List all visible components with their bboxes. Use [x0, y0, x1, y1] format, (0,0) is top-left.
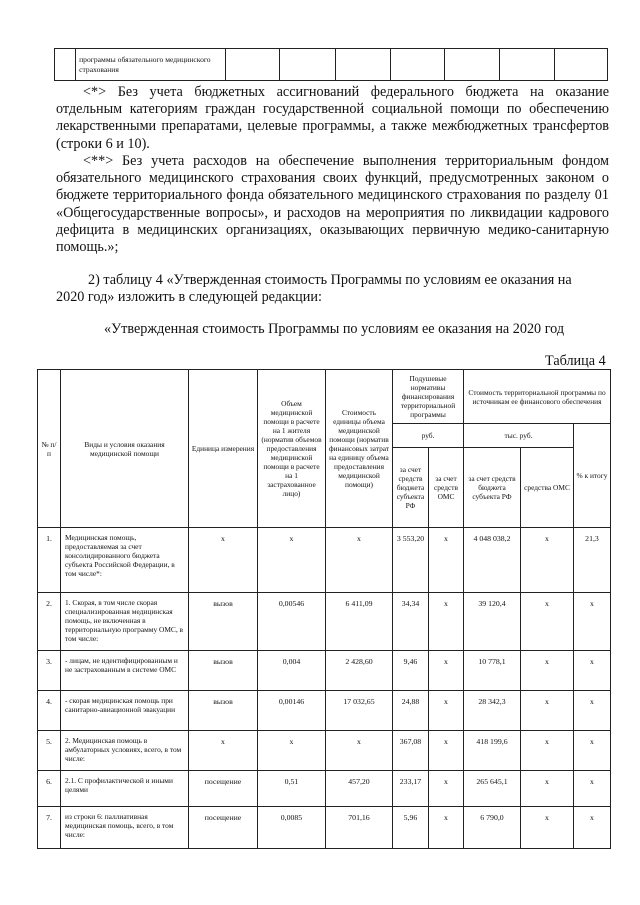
table-cell: 701,16 [326, 807, 393, 849]
table-cell: 17 032,65 [326, 691, 393, 731]
table-cell: х [429, 771, 464, 807]
table-cell: х [429, 593, 464, 651]
table-cell: х [521, 651, 574, 691]
table-cell: 4. [38, 691, 61, 731]
header-percent: % к итогу [574, 424, 611, 528]
header-budget-rf: за счет средств бюджета субъекта РФ [393, 448, 429, 528]
header-rub: руб. [393, 424, 464, 448]
table-cell: х [521, 807, 574, 849]
footnote-2: <**> Без учета расходов на обеспечение выполнения территориальным фондом обязательного медицинского страхования своих функций, предусмотренных законом о бюджете территориального фонда обязательного медицинского страхования по разделу 01 «Общегосударственные вопросы», и расходов на мероприятия по ликвидации кадрового дефицита в медицинских организациях, оказывающих первичную медико-санитарную помощь.»; [56, 153, 609, 256]
table-cell: 34,34 [393, 593, 429, 651]
table-cell: х [429, 528, 464, 593]
table-cell: - скорая медицинская помощь при санитарно-авиационной эвакуации [61, 691, 189, 731]
table-cell: х [521, 731, 574, 771]
table-cell: х [326, 731, 393, 771]
table-cell: посещение [189, 807, 258, 849]
table-cell: 5,96 [393, 807, 429, 849]
table-title: «Утвержденная стоимость Программы по условиям ее оказания на 2020 год [104, 321, 565, 337]
table-cell: 6. [38, 771, 61, 807]
header-cost: Стоимость единицы объема медицинской помощи (норматив финансовых затрат на единицу объема предоставления медицинской помощи) [326, 370, 393, 528]
table-cell: х [258, 731, 326, 771]
table-cell: х [189, 731, 258, 771]
previous-table-fragment [54, 48, 608, 81]
table-cell: 5. [38, 731, 61, 771]
table-cell: х [521, 771, 574, 807]
table-cell: 28 342,3 [464, 691, 521, 731]
table-row [55, 49, 608, 81]
table-cell: х [258, 528, 326, 593]
header-by-source: Стоимость территориальной программы по источникам ее финансового обеспечения [464, 370, 611, 424]
footnote-1: <*> Без учета бюджетных ассигнований федерального бюджета на оказание отдельным категориям граждан государственной социальной помощи по обеспечению лекарственными препаратами, целевые программы, а также межбюджетных трансфертов (строки 6 и 10). [56, 84, 609, 152]
table-cell: х [574, 593, 611, 651]
header-thousand-rub: тыс. руб. [464, 424, 574, 448]
table-cell: Медицинская помощь, предоставляемая за счет консолидированного бюджета субъекта Российской Федерации, в том числе*: [61, 528, 189, 593]
table-cell: х [574, 691, 611, 731]
table-cell: х [574, 771, 611, 807]
table-cell: 2.1. С профилактической и иными целями [61, 771, 189, 807]
table-cell: 2 428,60 [326, 651, 393, 691]
header-oms-2: средства ОМС [521, 448, 574, 528]
table-cell: 6 790,0 [464, 807, 521, 849]
table-cell: 265 645,1 [464, 771, 521, 807]
table-cell: х [521, 593, 574, 651]
table-cell: 10 778,1 [464, 651, 521, 691]
header-budget-rf-2: за счет средств бюджета субъекта РФ [464, 448, 521, 528]
header-row [38, 370, 611, 424]
table-cell: - лицам, не идентифицированным и не застрахованным в системе ОМС [61, 651, 189, 691]
table-cell: вызов [189, 593, 258, 651]
table-cell: 0,0085 [258, 807, 326, 849]
table-cell: 367,08 [393, 731, 429, 771]
table-cell: 24,88 [393, 691, 429, 731]
header-unit: Единица измерения [189, 370, 258, 528]
table-cell: 3 553,20 [393, 528, 429, 593]
header-num: № п/п [38, 370, 61, 528]
table-cell: 457,20 [326, 771, 393, 807]
table-cell: 9,46 [393, 651, 429, 691]
header-per-capita: Подушевые нормативы финансирования территориальной программы [393, 370, 464, 424]
table-cell: х [574, 651, 611, 691]
table-cell: 0,00146 [258, 691, 326, 731]
table-row [38, 807, 611, 849]
table-row [38, 651, 611, 691]
table-cell: 7. [38, 807, 61, 849]
table-cell: 0,00546 [258, 593, 326, 651]
table-row [38, 528, 611, 593]
table-cell: 233,17 [393, 771, 429, 807]
table-cell: 39 120,4 [464, 593, 521, 651]
table-cell: 2. [38, 593, 61, 651]
table-cell: из строки 6: паллиативная медицинская помощь, всего, в том числе: [61, 807, 189, 849]
table-cell: 1. [38, 528, 61, 593]
table-cell: х [429, 651, 464, 691]
table-cell: х [429, 691, 464, 731]
table-cell: вызов [189, 691, 258, 731]
table-cell: 3. [38, 651, 61, 691]
table-label: Таблица 4 [545, 353, 606, 369]
amendment-item-line2: 2020 год» изложить в следующей редакции: [56, 289, 322, 305]
table-cell: х [429, 807, 464, 849]
table-cell: х [574, 731, 611, 771]
table-cell: 1. Скорая, в том числе скорая специализированная медицинская помощь, не включенная в территориальную программу ОМС, в том числе: [61, 593, 189, 651]
table-cell: 0,51 [258, 771, 326, 807]
table-cell: 0,004 [258, 651, 326, 691]
table-cell: х [326, 528, 393, 593]
table-cell: х [521, 528, 574, 593]
header-oms: за счет средств ОМС [429, 448, 464, 528]
header-volume: Объем медицинской помощи в расчете на 1 жителя (норматив объемов предоставления медицинской помощи в расчете на 1 застрахованное лицо) [258, 370, 326, 528]
table-row [38, 731, 611, 771]
table-cell: программы обязательного медицинского страхования [76, 49, 226, 81]
cost-table [37, 369, 611, 849]
header-kind: Виды и условия оказания медицинской помощи [61, 370, 189, 528]
table-cell: х [429, 731, 464, 771]
table-cell: 21,3 [574, 528, 611, 593]
amendment-item-line1: 2) таблицу 4 «Утвержденная стоимость Программы по условиям ее оказания на [88, 272, 572, 288]
table-cell: х [521, 691, 574, 731]
table-cell: х [189, 528, 258, 593]
table-cell: 2. Медицинская помощь в амбулаторных условиях, всего, в том числе: [61, 731, 189, 771]
table-cell: 4 048 038,2 [464, 528, 521, 593]
table-cell: вызов [189, 651, 258, 691]
table-cell: 6 411,09 [326, 593, 393, 651]
table-cell: х [574, 807, 611, 849]
table-row [38, 771, 611, 807]
table-cell: посещение [189, 771, 258, 807]
table-cell: 418 199,6 [464, 731, 521, 771]
table-row [38, 691, 611, 731]
table-row [38, 593, 611, 651]
